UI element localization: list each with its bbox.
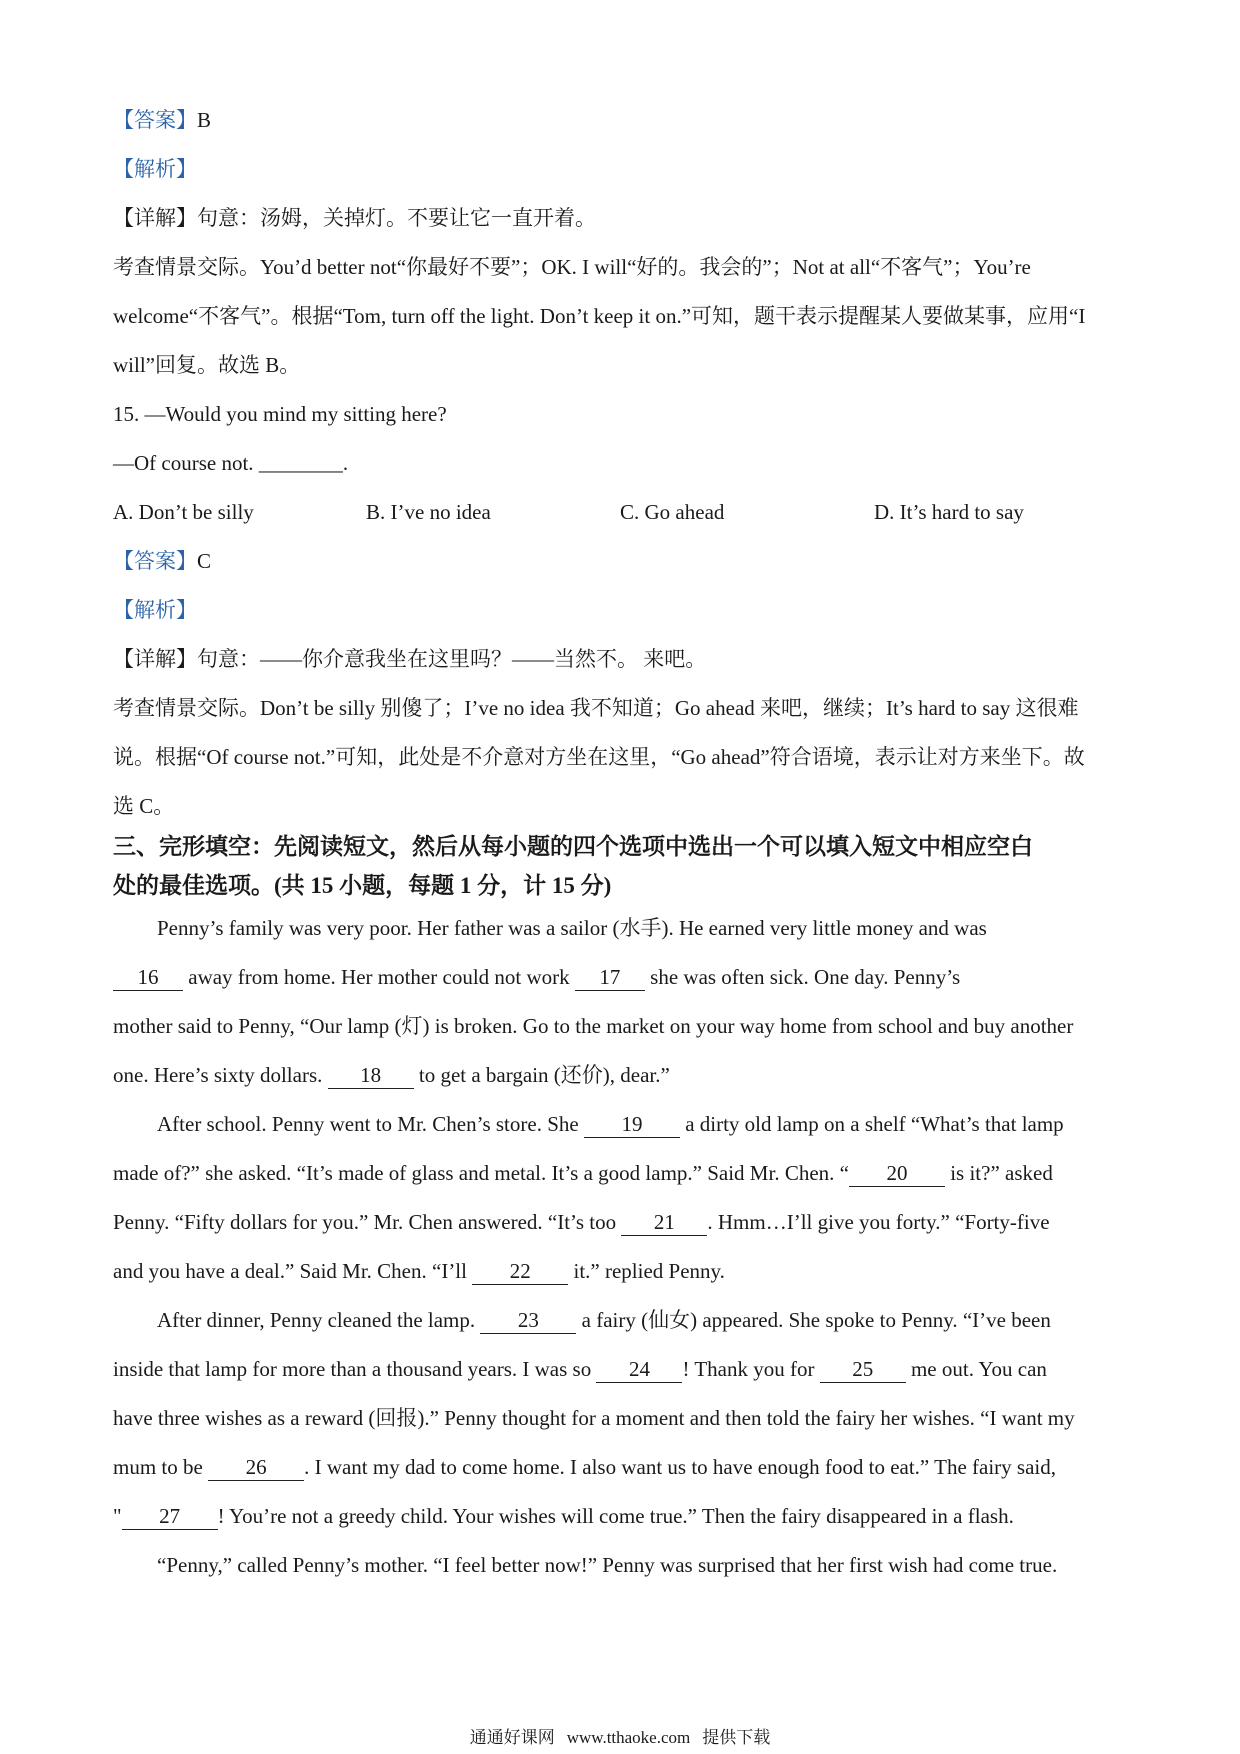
passage-line (113, 1353, 1133, 1385)
passage-text: " (113, 1504, 122, 1528)
passage-text: . I want my dad to come home. I also want us to have enough food to eat.” The fairy said, (304, 1455, 1056, 1479)
passage-text: is it?” asked (950, 1161, 1053, 1185)
section-heading: 处的最佳选项。(共 15 小题，每题 1 分，计 15 分) (113, 873, 612, 898)
detail-tag: 【详解】 (113, 647, 197, 671)
passage-line: have three wishes as a reward (回报).” Penny thought for a moment and then told the fairy her wishes. “I want my (113, 1406, 1075, 1430)
detail-text: 句意：汤姆，关掉灯。不要让它一直开着。 (197, 206, 596, 230)
analysis-tag: 【解析】 (113, 598, 197, 622)
detail-text: welcome“不客气”。根据“Tom, turn off the light. Don’t keep it on.”可知，题干表示提醒某人要做某事，应用“I (113, 304, 1086, 328)
passage-text: to get a bargain (还价), dear.” (418, 1063, 670, 1087)
blank-20: 20 (849, 1160, 945, 1187)
blank-26: 26 (208, 1454, 304, 1481)
passage-text: she was often sick. One day. Penny’s (650, 965, 961, 989)
blank-18: 18 (328, 1062, 414, 1089)
passage-text: ! Thank you for (682, 1357, 815, 1381)
footer-url[interactable]: www.tthaoke.com (566, 1728, 691, 1747)
blank-25: 25 (820, 1356, 906, 1383)
passage-text: inside that lamp for more than a thousand years. I was so (113, 1357, 592, 1381)
page-footer (0, 1727, 1240, 1749)
blank-17: 17 (575, 964, 645, 991)
section-heading: 三、完形填空：先阅读短文，然后从每小题的四个选项中选出一个可以填入短文中相应空白 (113, 834, 1033, 859)
answer-value: B (197, 108, 212, 132)
question-stem-response (113, 447, 1133, 479)
passage-text: mum to be (113, 1455, 203, 1479)
blank-19: 19 (584, 1111, 680, 1138)
blank-22: 22 (472, 1258, 568, 1285)
detail-tag: 【详解】 (113, 206, 197, 230)
detail-line (113, 202, 1133, 234)
passage-text: made of?” she asked. “It’s made of glass and metal. It’s a good lamp.” Said Mr. Chen. “ (113, 1161, 849, 1185)
footer-site-name: 通通好课网 (469, 1728, 555, 1747)
passage-text: a dirty old lamp on a shelf “What’s that lamp (685, 1112, 1064, 1136)
option-c: C. Go ahead (620, 500, 725, 524)
passage-line (113, 1255, 1133, 1287)
option-b: B. I’ve no idea (366, 500, 491, 524)
passage-line (113, 1108, 1177, 1140)
passage-text: one. Here’s sixty dollars. (113, 1063, 323, 1087)
detail-text: 考查情景交际。Don’t be silly 别傻了；I’ve no idea 我不知道；Go ahead 来吧，继续；It’s hard to say 这很难 (113, 696, 1079, 720)
passage-text: After school. Penny went to Mr. Chen’s store. She (157, 1112, 579, 1136)
option-a: A. Don’t be silly (113, 500, 254, 524)
passage-text: After dinner, Penny cleaned the lamp. (157, 1308, 476, 1332)
answer-tag: 【答案】 (113, 549, 197, 573)
passage-text: Penny. “Fifty dollars for you.” Mr. Chen answered. “It’s too (113, 1210, 617, 1234)
blank-24: 24 (596, 1356, 682, 1383)
detail-text: will”回复。故选 B。 (113, 353, 301, 377)
passage-text: . Hmm…I’ll give you forty.” “Forty-five (707, 1210, 1050, 1234)
blank-27: 27 (122, 1503, 218, 1530)
response-blank: ________ (258, 451, 343, 475)
passage-text: me out. You can (910, 1357, 1047, 1381)
option-d: D. It’s hard to say (874, 500, 1024, 524)
passage-line (113, 1157, 1133, 1189)
question-stem: 15. —Would you mind my sitting here? (113, 402, 447, 426)
passage-line (113, 1206, 1133, 1238)
answer-value: C (197, 549, 212, 573)
detail-text: 说。根据“Of course not.”可知，此处是不介意对方坐在这里，“Go ahead”符合语境，表示让对方来坐下。故 (113, 745, 1085, 769)
analysis-tag: 【解析】 (113, 157, 197, 181)
passage-text: it.” replied Penny. (573, 1259, 725, 1283)
passage-text: and you have a deal.” Said Mr. Chen. “I’ll (113, 1259, 467, 1283)
detail-text: 句意：——你介意我坐在这里吗？——当然不。 来吧。 (197, 647, 707, 671)
response-text: —Of course not. (113, 451, 254, 475)
passage-line: Penny’s family was very poor. Her father was a sailor (水手). He earned very little money and was (157, 916, 987, 940)
passage-line (113, 961, 1133, 993)
detail-text: 考查情景交际。You’d better not“你最好不要”；OK. I will“好的。我会的”；Not at all“不客气”；You’re (113, 255, 1031, 279)
passage-line: “Penny,” called Penny’s mother. “I feel better now!” Penny was surprised that her first wish had come true. (157, 1553, 1058, 1577)
passage-text: ! You’re not a greedy child. Your wishes will come true.” Then the fairy disappeared in a flash. (217, 1504, 1014, 1528)
blank-23: 23 (480, 1307, 576, 1334)
passage-line (113, 1500, 1133, 1532)
answer-line (113, 104, 1133, 136)
detail-line (113, 643, 1133, 675)
answer-line (113, 545, 1133, 577)
passage-line (113, 1304, 1177, 1336)
passage-text: a fairy (仙女) appeared. She spoke to Penny. “I’ve been (581, 1308, 1051, 1332)
detail-text: 选 C。 (113, 794, 175, 818)
answer-tag: 【答案】 (113, 108, 197, 132)
response-end: . (342, 451, 349, 475)
passage-text: away from home. Her mother could not work (188, 965, 570, 989)
footer-note: 提供下载 (702, 1728, 771, 1747)
blank-21: 21 (621, 1209, 707, 1236)
blank-16: 16 (113, 964, 183, 991)
passage-line (113, 1059, 1133, 1091)
passage-line (113, 1451, 1133, 1483)
passage-line: mother said to Penny, “Our lamp (灯) is broken. Go to the market on your way home from school and buy another (113, 1014, 1074, 1038)
